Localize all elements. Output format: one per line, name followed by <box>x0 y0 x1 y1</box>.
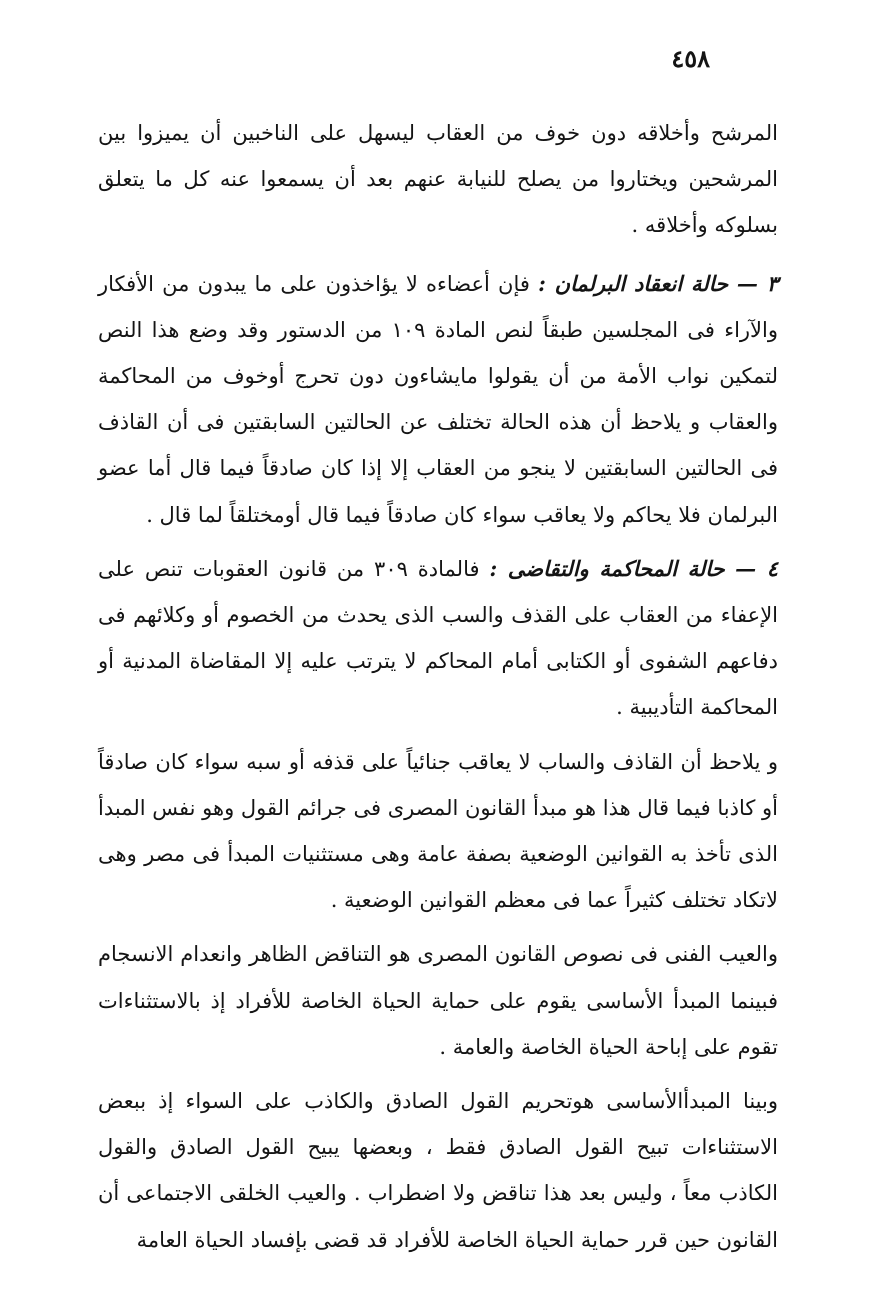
paragraph-3-heading: ٤ — حالة المحاكمة والتقاضى : <box>489 555 778 581</box>
paragraph-2-heading: ٣ — حالة انعقاد البرلمان : <box>538 270 779 296</box>
paragraph-2 <box>98 261 778 538</box>
paragraph-6-text: وبينا المبدأالأساسى هوتحريم القول الصادق والكاذب على السواء إذ ببعض الاستثناءات تبيح القول الصادق فقط ، وبعضها يبيح القول الصادق والقول الكاذب معاً ، وليس بعد هذا تناقض ولا اضطراب . والعيب الخلقى الاجتماعى أن القانون حين قرر حماية الحياة الخاصة للأفراد قد قضى بإفساد الحياة العامة <box>98 1089 778 1252</box>
paragraph-3-text: فالمادة ٣٠٩ من قانون العقوبات تنص على الإعفاء من العقاب على القذف والسب الذى يحدث من الخصوم أو وكلائهم فى دفاعهم الشفوى أو الكتابى أمام المحاكم لا يترتب عليه إلا المقاضاة المدنية أو المحاكمة التأديبية . <box>98 556 778 720</box>
paragraph-6 <box>98 1078 778 1263</box>
body-text <box>98 110 778 1263</box>
paragraph-1 <box>98 110 778 249</box>
paragraph-4 <box>98 739 778 924</box>
paragraph-3 <box>98 546 778 731</box>
paragraph-4-text: و يلاحظ أن القاذف والساب لا يعاقب جنائياً على قذفه أو سبه سواء كان صادقاً أو كاذبا فيما قال هذا هو مبدأ القانون المصرى فى جرائم القول وهو نفس المبدأ الذى تأخذ به القوانين الوضعية بصفة عامة وهى مستثنيات المبدأ فى مصر وهى لاتكاد تختلف كثيراً عما فى معظم القوانين الوضعية . <box>98 749 778 913</box>
paragraph-5-text: والعيب الفنى فى نصوص القانون المصرى هو التناقض الظاهر وانعدام الانسجام فبينما المبدأ الأساسى يقوم على حماية الحياة الخاصة للأفراد إذ بالاستثناءات تقوم على إباحة الحياة الخاصة والعامة . <box>98 942 778 1059</box>
paragraph-1-text: المرشح وأخلاقه دون خوف من العقاب ليسهل على الناخبين أن يميزوا بين المرشحين ويختاروا من يصلح للنيابة عنهم بعد أن يسمعوا عنه كل ما يتعلق بسلوكه وأخلاقه . <box>98 121 778 238</box>
paragraph-2-text: فإن أعضاءه لا يؤاخذون على ما يبدون من الأفكار والآراء فى المجلسين طبقاً لنص المادة ١٠٩ من الدستور وقد وضع هذا النص لتمكين نواب الأمة من أن يقولوا مايشاءون دون تحرج أوخوف من المحاكمة والعقاب و يلاحظ أن هذه الحالة تختلف عن الحالتين السابقتين فى أن القاذف فى الحالتين السابقتين لا ينجو من العقاب إلا إذا كان صادقاً فيما قال أما عضو البرلمان فلا يحاكم ولا يعاقب سواء كان صادقاً فيما قال أومختلقاً لما قال . <box>98 271 779 527</box>
page-number: ٤٥٨ <box>671 44 710 73</box>
paragraph-5 <box>98 931 778 1070</box>
